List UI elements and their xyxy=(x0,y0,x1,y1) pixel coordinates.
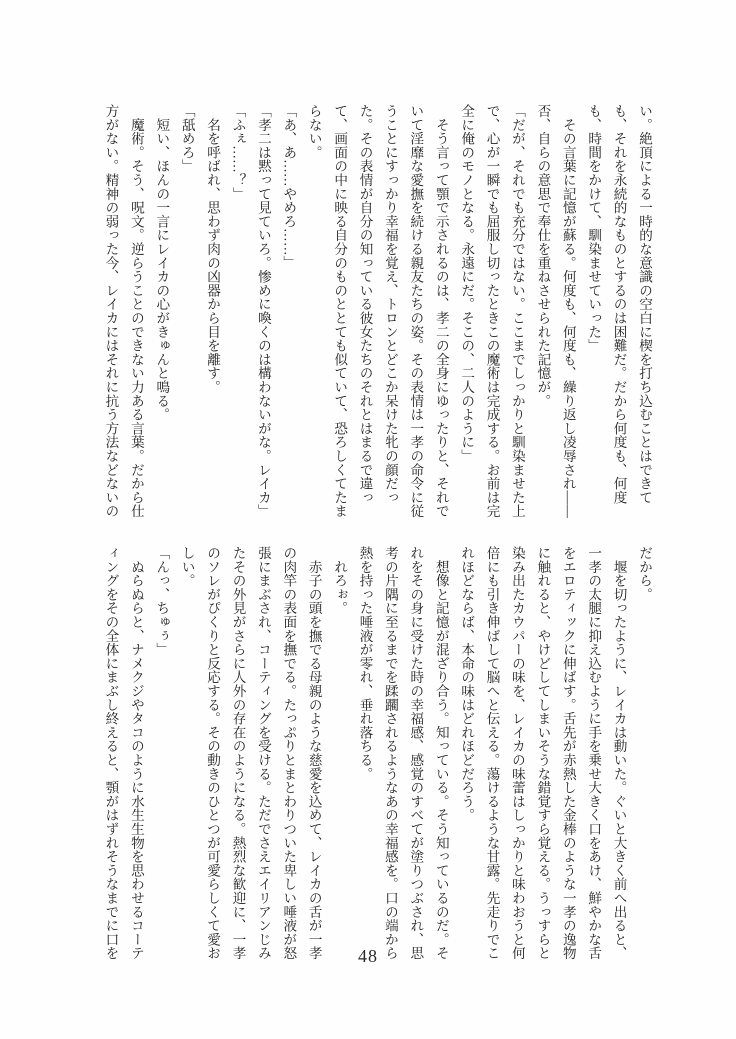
text-line: 短い、ほんの一言にレイカの心がきゅんと鳴る。 xyxy=(154,104,170,422)
text-line: のソレがぴくりと反応する。その動きのひとつが可愛らしくて愛お xyxy=(205,546,221,960)
text-line: 堰を切ったように、レイカは動いた。ぐいと大きく前へ出ると、 xyxy=(611,546,627,960)
text-line: ぬらぬらと、ナメクジやタコのように水生生物を思わせるコーテ xyxy=(128,546,144,960)
text-line: た。その表情が自分の知っている彼女たちのそれとはまるで違っ xyxy=(357,104,373,505)
text-line: れろぉ。 xyxy=(332,546,348,615)
text-line: 赤子の頭を撫でる母親のような慈愛を込めて、レイカの舌が一孝 xyxy=(306,546,322,960)
text-line: 名を呼ばれ、思わず肉の凶器から目を離す。 xyxy=(205,104,221,394)
text-line: ィングをその全体にまぶし終えると、顎がはずれそうなまでに口を xyxy=(103,546,119,960)
text-line: の肉竿の表面を撫でる。たっぷりとまとわりついた卑しい唾液が怒 xyxy=(281,546,297,960)
text-line: 染み出たカウパーの味を、レイカの味蕾はしっかりと味わおうと何 xyxy=(509,546,525,960)
text-line: 「あ、あ……やめろ……」 xyxy=(281,104,297,270)
upper-text-block xyxy=(98,104,657,518)
text-line: 張にまぶされ、コーティングを受ける。ただでさえエイリアンじみ xyxy=(255,546,271,960)
text-line: いて淫靡な愛撫を続ける親友たちの姿。その表情は一孝の命令に従 xyxy=(408,104,424,518)
text-line: らない。 xyxy=(306,104,322,160)
text-line: そう言って顎で示されるのは、孝二の全身にゆったりと、それで xyxy=(433,104,449,518)
text-line: て、画面の中に映る自分のものととても似ていて、恐ろしくてたま xyxy=(332,104,348,518)
text-line: 魔術。そう、呪文。逆らうことのできない力ある言葉。だから仕 xyxy=(128,104,144,518)
text-line: 熱を持った唾液が零れ、垂れ落ちる。 xyxy=(357,546,373,781)
page-number: 48 xyxy=(358,946,378,966)
text-line: 方がない。精神の弱った今、レイカにはそれに抗う方法などないの xyxy=(103,104,119,518)
text-line: だから。 xyxy=(637,546,652,602)
text-line: 「だが、それでも充分ではない。ここまでしっかりと馴染ませた上 xyxy=(509,104,525,518)
text-line: も、それを永続的なものとするのは困難だ。だから何度も、何度 xyxy=(611,104,627,505)
text-line: れをその身に受けた時の幸福感、感覚のすべてが塗りつぶされ、思 xyxy=(408,546,424,960)
text-line: 「んっ、ちゅぅ」 xyxy=(154,546,170,657)
text-line: 一孝の太腿に抑え込むように手を乗せ大きく口をあけ、鮮やかな舌 xyxy=(586,546,602,960)
text-line: をエロティックに伸ばす。舌先が赤熱した金棒のような一孝の逸物 xyxy=(560,546,576,960)
text-line: 「ふぇ……？」 xyxy=(230,104,246,201)
text-line: 倍にも引き伸ばして脳へと伝える。蕩けるような甘露。先走りでこ xyxy=(484,546,500,960)
text-line: 「舐めろ」 xyxy=(179,104,195,173)
text-line: で、心が一瞬でも屈服し切ったときこの魔術は完成する。お前は完 xyxy=(484,104,500,518)
text-line: その言葉に記憶が蘇る。何度も、何度も、繰り返し凌辱され―― xyxy=(560,104,576,518)
text-line: しい。 xyxy=(179,546,195,588)
text-line: 否、自らの意思で奉仕を重ねさせられた記憶が。 xyxy=(535,104,551,408)
text-line: 全に俺のモノとなる。永遠にだ。そこの、二人のように」 xyxy=(459,104,475,463)
text-line: れほどならば、本命の味はどれほどだろう。 xyxy=(459,546,475,822)
text-line: たその外見がさらに人外の存在のようになる。熱烈な歓迎に、一孝 xyxy=(230,546,246,960)
text-line: 「孝二は黙って見ていろ。惨めに喚くのは構わないがな。レイカ」 xyxy=(255,104,271,518)
text-line: うことにすっかり幸福を覚え、トロンとどこか呆けた牝の顔だっ xyxy=(382,104,398,505)
text-line: に触れると、やけどしてしまいそうな錯覚すら覚える。うっすらと xyxy=(535,546,551,960)
text-line: い。絶頂による一時的な意識の空白に楔を打ち込むことはできて xyxy=(637,104,652,505)
text-line: も、時間をかけて、馴染ませていった」 xyxy=(586,104,602,353)
text-line: 想像と記憶が混ざり合う。知っている。そう知っているのだ。そ xyxy=(433,546,449,960)
text-line: 考の片隅に至るまでを蹂躙されるようなあの幸福感を。口の端から xyxy=(382,546,398,960)
